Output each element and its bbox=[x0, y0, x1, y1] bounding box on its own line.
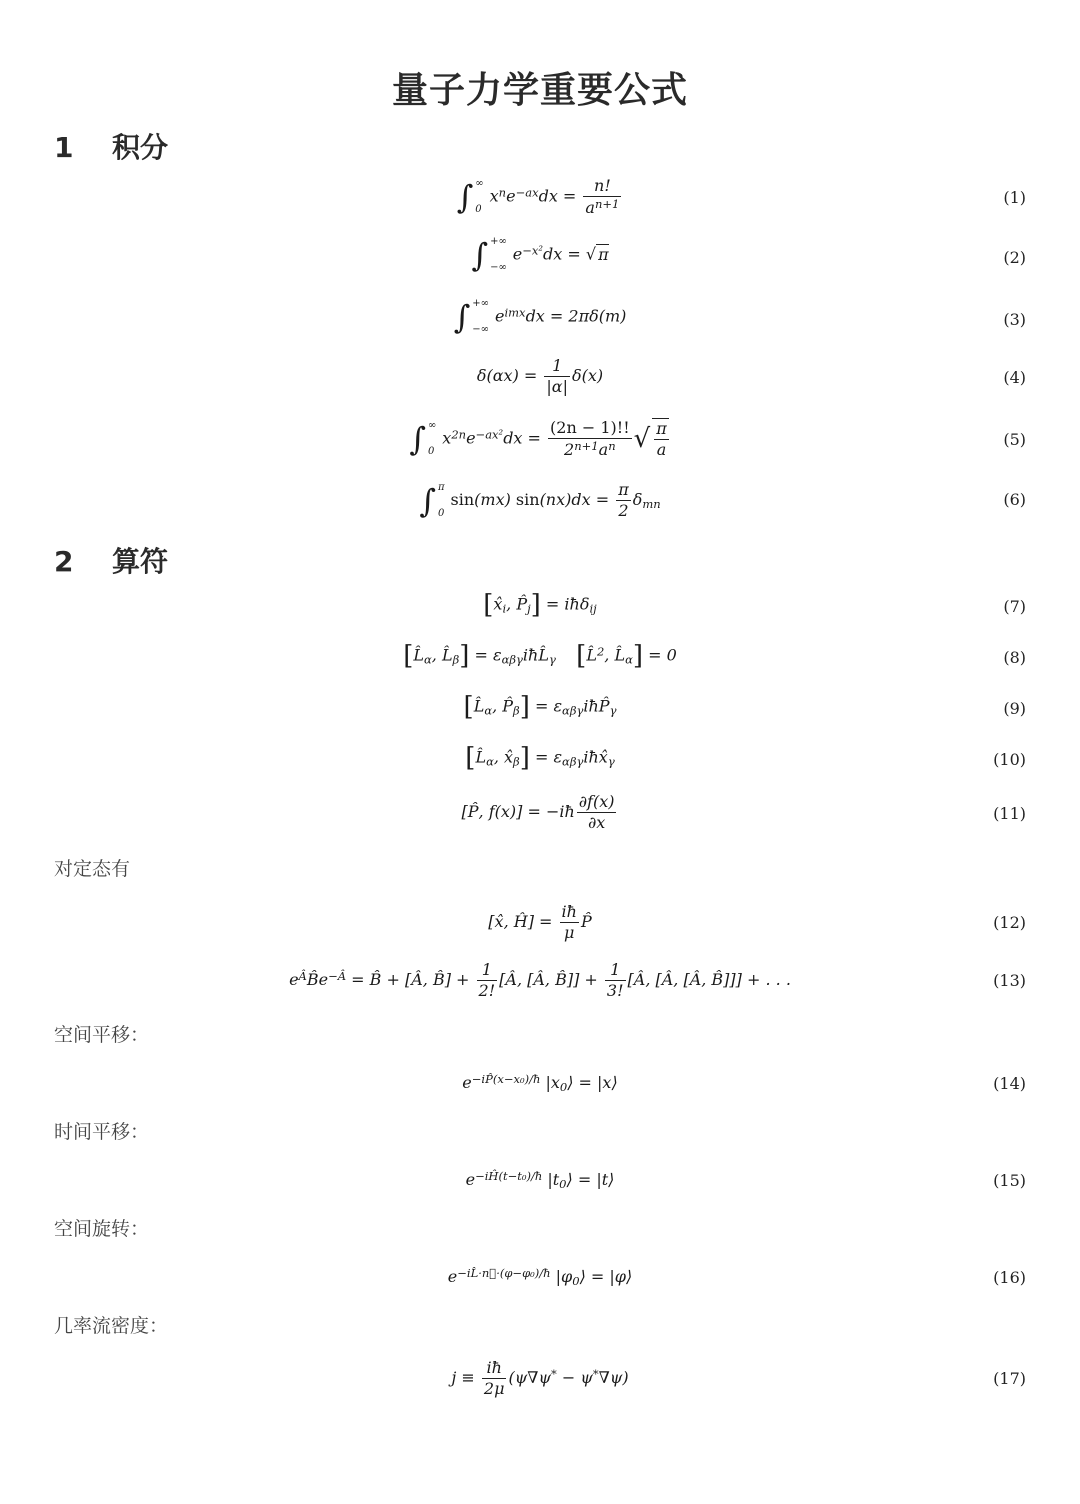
equation-13: $e^ÂB̂e^{-Â}$ = B̂ + [Â, B̂] + $\frac{1}{2!}$ [Â, [Â, B̂]] + $\frac{1}{3!}$ [Â, [Â, [Â, B̂]]] + . . . bbox=[289, 960, 791, 1000]
equation-number: (17) bbox=[993, 1369, 1026, 1388]
equation-14: $e^{-iP̂(x-x_0)/ħ}$ |x0⟩ = |x⟩ bbox=[462, 1072, 618, 1095]
section-number: 1 bbox=[54, 131, 74, 164]
section-heading-operators bbox=[54, 540, 168, 580]
equation-number: (13) bbox=[993, 971, 1026, 990]
paragraph-stationary: 对定态有 bbox=[54, 858, 131, 880]
equation-number: (12) bbox=[993, 913, 1026, 932]
section-title: 积分 bbox=[112, 131, 169, 164]
equation-9: [L̂α, P̂β] = εαβγiħP̂γ bbox=[463, 692, 617, 722]
equation-5: ∫ ∞ 0 $x^{2n}e^{-ax^2}dx$ = $\frac{(2n - 1)!!}{2^{n+1}a^n}$ √ $\frac{\pi}{a}$ bbox=[409, 418, 667, 460]
page-title: 量子力学重要公式 bbox=[391, 70, 688, 111]
equation-10: [L̂α, x̂β] = εαβγiħx̂γ bbox=[465, 743, 615, 773]
equation-2: ∫ +∞ −∞ $e^{-x^2}dx$ = √ π bbox=[471, 236, 609, 274]
equation-11: [P̂, f(x)] = −iħ $\frac{\partial f(x)}{\partial x}$ bbox=[461, 792, 615, 832]
section-heading-integrals bbox=[54, 126, 168, 166]
equation-6: ∫ π 0 sin(mx) sin(nx)dx = $\frac{\pi}{2}$ δmn bbox=[419, 480, 661, 520]
section-number: 2 bbox=[54, 545, 74, 578]
equation-7: [x̂i, P̂j] = iħδij bbox=[483, 590, 597, 620]
paragraph-space-rotation: 空间旋转： bbox=[54, 1218, 150, 1240]
equation-4: δ(αx) = $\frac{1}{|\alpha|}$ δ(x) bbox=[476, 356, 604, 396]
section-title: 算符 bbox=[112, 545, 169, 578]
equation-15: $e^{-iĤ(t-t_0)/ħ}$ |t0⟩ = |t⟩ bbox=[465, 1169, 615, 1192]
equation-number: (16) bbox=[993, 1268, 1026, 1287]
equation-17: j ≡ $\frac{iħ}{2\mu}$ (ψ∇ψ* − ψ*∇ψ) bbox=[451, 1358, 629, 1398]
equation-number: (1) bbox=[1003, 188, 1026, 207]
paragraph-space-translation: 空间平移： bbox=[54, 1024, 150, 1046]
equation-number: (4) bbox=[1003, 368, 1026, 387]
equation-16: $e^{-iL̂\cdot n⃗\cdot(\varphi-\varphi_0)/ħ}$ |φ0⟩ = |φ⟩ bbox=[447, 1266, 633, 1289]
equation-8: [L̂α, L̂β] = εαβγiħL̂γ [L̂$^2$, L̂α] = 0 bbox=[403, 641, 677, 671]
equation-1: ∫ ∞ 0 $x^ne^{-ax}dx$ = $\frac{n!}{a^{n+1}}$ bbox=[456, 176, 620, 218]
equation-number: (3) bbox=[1003, 310, 1026, 329]
equation-number: (14) bbox=[993, 1074, 1026, 1093]
paragraph-time-translation: 时间平移： bbox=[54, 1121, 150, 1143]
equation-number: (5) bbox=[1003, 430, 1026, 449]
equation-number: (15) bbox=[993, 1171, 1026, 1190]
equation-number: (8) bbox=[1003, 648, 1026, 667]
equation-number: (7) bbox=[1003, 597, 1026, 616]
equation-number: (10) bbox=[993, 750, 1026, 769]
equation-number: (2) bbox=[1003, 248, 1026, 267]
paragraph-probability-current: 几率流密度： bbox=[54, 1315, 169, 1337]
equation-number: (9) bbox=[1003, 699, 1026, 718]
equation-3: ∫ +∞ −∞ $e^{imx}dx = 2\pi\delta(m)$ bbox=[453, 298, 627, 336]
equation-number: (6) bbox=[1003, 490, 1026, 509]
equation-12: [x̂, Ĥ] = $\frac{iħ}{\mu}$ P̂ bbox=[488, 902, 592, 942]
equation-number: (11) bbox=[993, 804, 1026, 823]
